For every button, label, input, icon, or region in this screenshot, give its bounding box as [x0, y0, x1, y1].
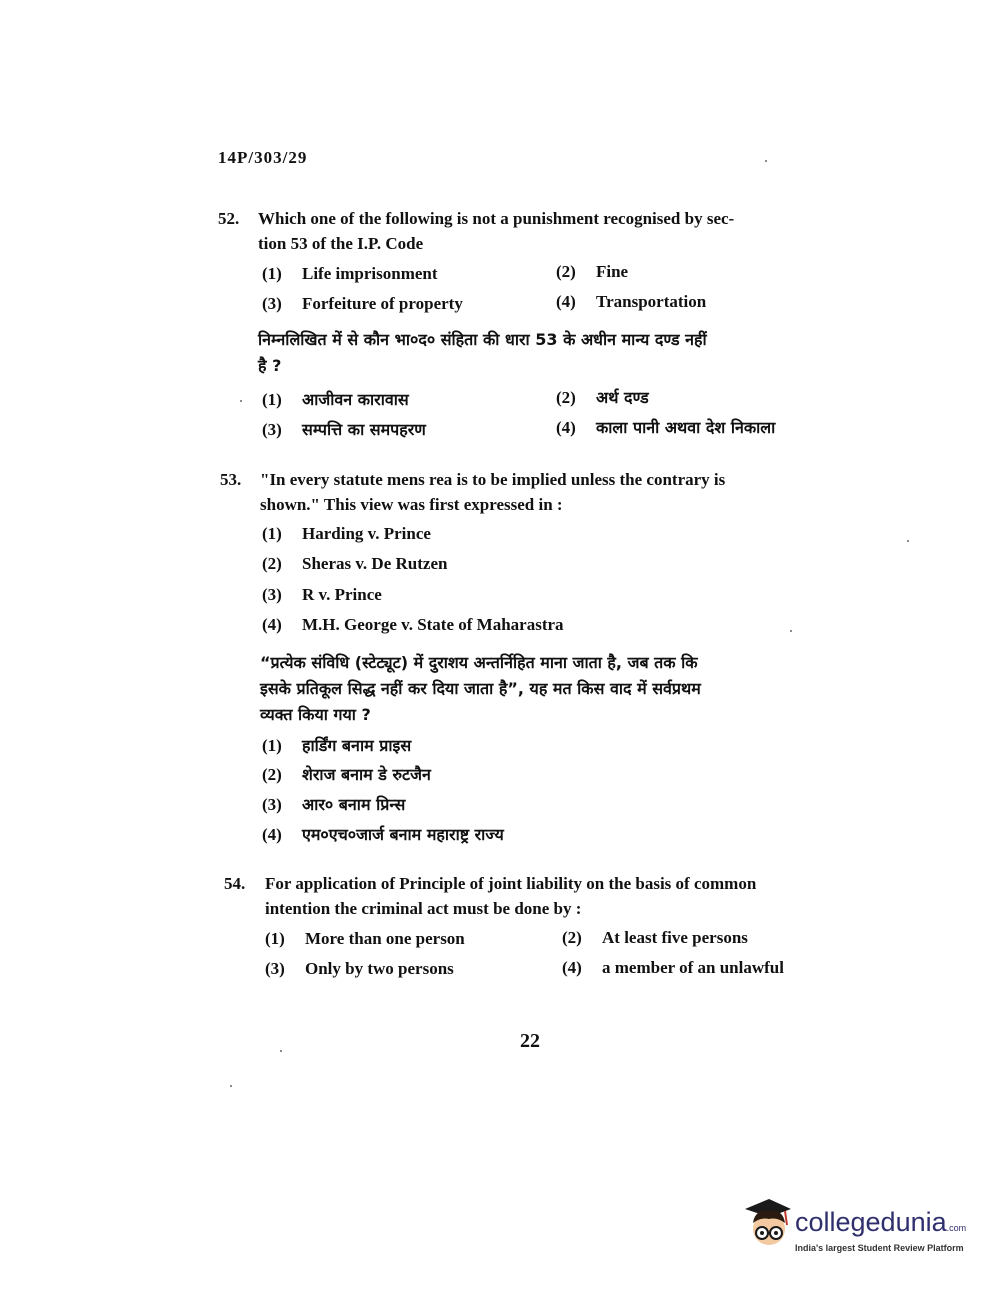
question-53-text-hi-line1: “प्रत्येक संविधि (स्टेट्यूट) में दुराशय अन्तर्निहित माना जाता है, जब तक कि	[260, 653, 698, 672]
question-54-number: 54.	[224, 874, 246, 893]
q54-option-2: (2) At least five persons	[562, 928, 748, 947]
question-52-text-en	[258, 206, 858, 256]
question-52-text-hi-line2: है ?	[258, 356, 282, 375]
q52-hi-option-1: (1) आजीवन कारावास	[262, 390, 409, 409]
question-53-text-en-line1: "In every statute mens rea is to be implied unless the contrary is	[260, 470, 726, 489]
q52-option-2: (2) Fine	[556, 262, 629, 281]
q53-option-1: (1) Harding v. Prince	[262, 524, 431, 543]
question-52-text-en-line1: Which one of the following is not a punishment recognised by sec-	[258, 209, 735, 228]
q54-option-3: (3) Only by two persons	[265, 959, 454, 978]
q52-hi-option-3: (3) सम्पत्ति का समपहरण	[262, 420, 426, 439]
q53-hi-option-4: (4) एम०एच०जार्ज बनाम महाराष्ट्र राज्य	[262, 825, 504, 844]
question-53-text-hi	[260, 650, 860, 728]
scan-speck	[240, 400, 242, 402]
scan-speck	[790, 630, 792, 632]
brand-suffix: .com	[946, 1223, 967, 1233]
question-52-text-en-line2: tion 53 of the I.P. Code	[258, 234, 424, 253]
question-54-text-en-line1: For application of Principle of joint liability on the basis of common	[265, 874, 757, 893]
scan-speck	[230, 1085, 232, 1087]
q52-option-4: (4) Transportation	[556, 292, 707, 311]
brand-tagline: India's largest Student Review Platform	[795, 1243, 964, 1253]
q53-option-4: (4) M.H. George v. State of Maharastra	[262, 615, 564, 634]
question-52-text-hi-line1: निम्नलिखित में से कौन भा०द० संहिता की धारा 53 के अधीन मान्य दण्ड नहीं	[258, 330, 707, 349]
scan-speck	[765, 160, 767, 162]
q53-option-3: (3) R v. Prince	[262, 585, 382, 604]
q53-hi-option-2: (2) शेराज बनाम डे रुटजैन	[262, 765, 431, 784]
q53-hi-option-3: (3) आर० बनाम प्रिन्स	[262, 795, 406, 814]
q52-hi-option-4: (4) काला पानी अथवा देश निकाला	[556, 418, 776, 437]
scan-speck	[280, 1050, 282, 1052]
question-54-text-en-line2: intention the criminal act must be done by :	[265, 899, 582, 918]
scan-speck	[907, 540, 909, 542]
q53-hi-option-1: (1) हार्डिंग बनाम प्राइस	[262, 736, 412, 755]
q52-option-3: (3) Forfeiture of property	[262, 294, 463, 313]
page-number: 22	[520, 1030, 540, 1052]
question-53-text-en	[260, 467, 860, 517]
q52-hi-option-2: (2) अर्थ दण्ड	[556, 388, 649, 407]
brand-name: collegedunia.com	[795, 1207, 967, 1237]
paper-code: 14P/303/29	[218, 148, 308, 167]
question-53-number: 53.	[220, 470, 242, 489]
question-54-text-en	[265, 871, 865, 921]
question-53-text-hi-line2: इसके प्रतिकूल सिद्ध नहीं कर दिया जाता है”, यह मत किस वाद में सर्वप्रथम	[260, 679, 701, 698]
question-52-text-hi	[258, 327, 858, 379]
q54-option-1: (1) More than one person	[265, 929, 465, 948]
question-53-text-hi-line3: व्यक्त किया गया ?	[260, 705, 371, 724]
q53-option-2: (2) Sheras v. De Rutzen	[262, 554, 448, 573]
q52-option-1: (1) Life imprisonment	[262, 264, 438, 283]
mascot-icon	[745, 1199, 791, 1245]
q54-option-4: (4) a member of an unlawful	[562, 958, 784, 977]
question-53-text-en-line2: shown." This view was first expressed in :	[260, 495, 563, 514]
question-52-number: 52.	[218, 209, 240, 228]
